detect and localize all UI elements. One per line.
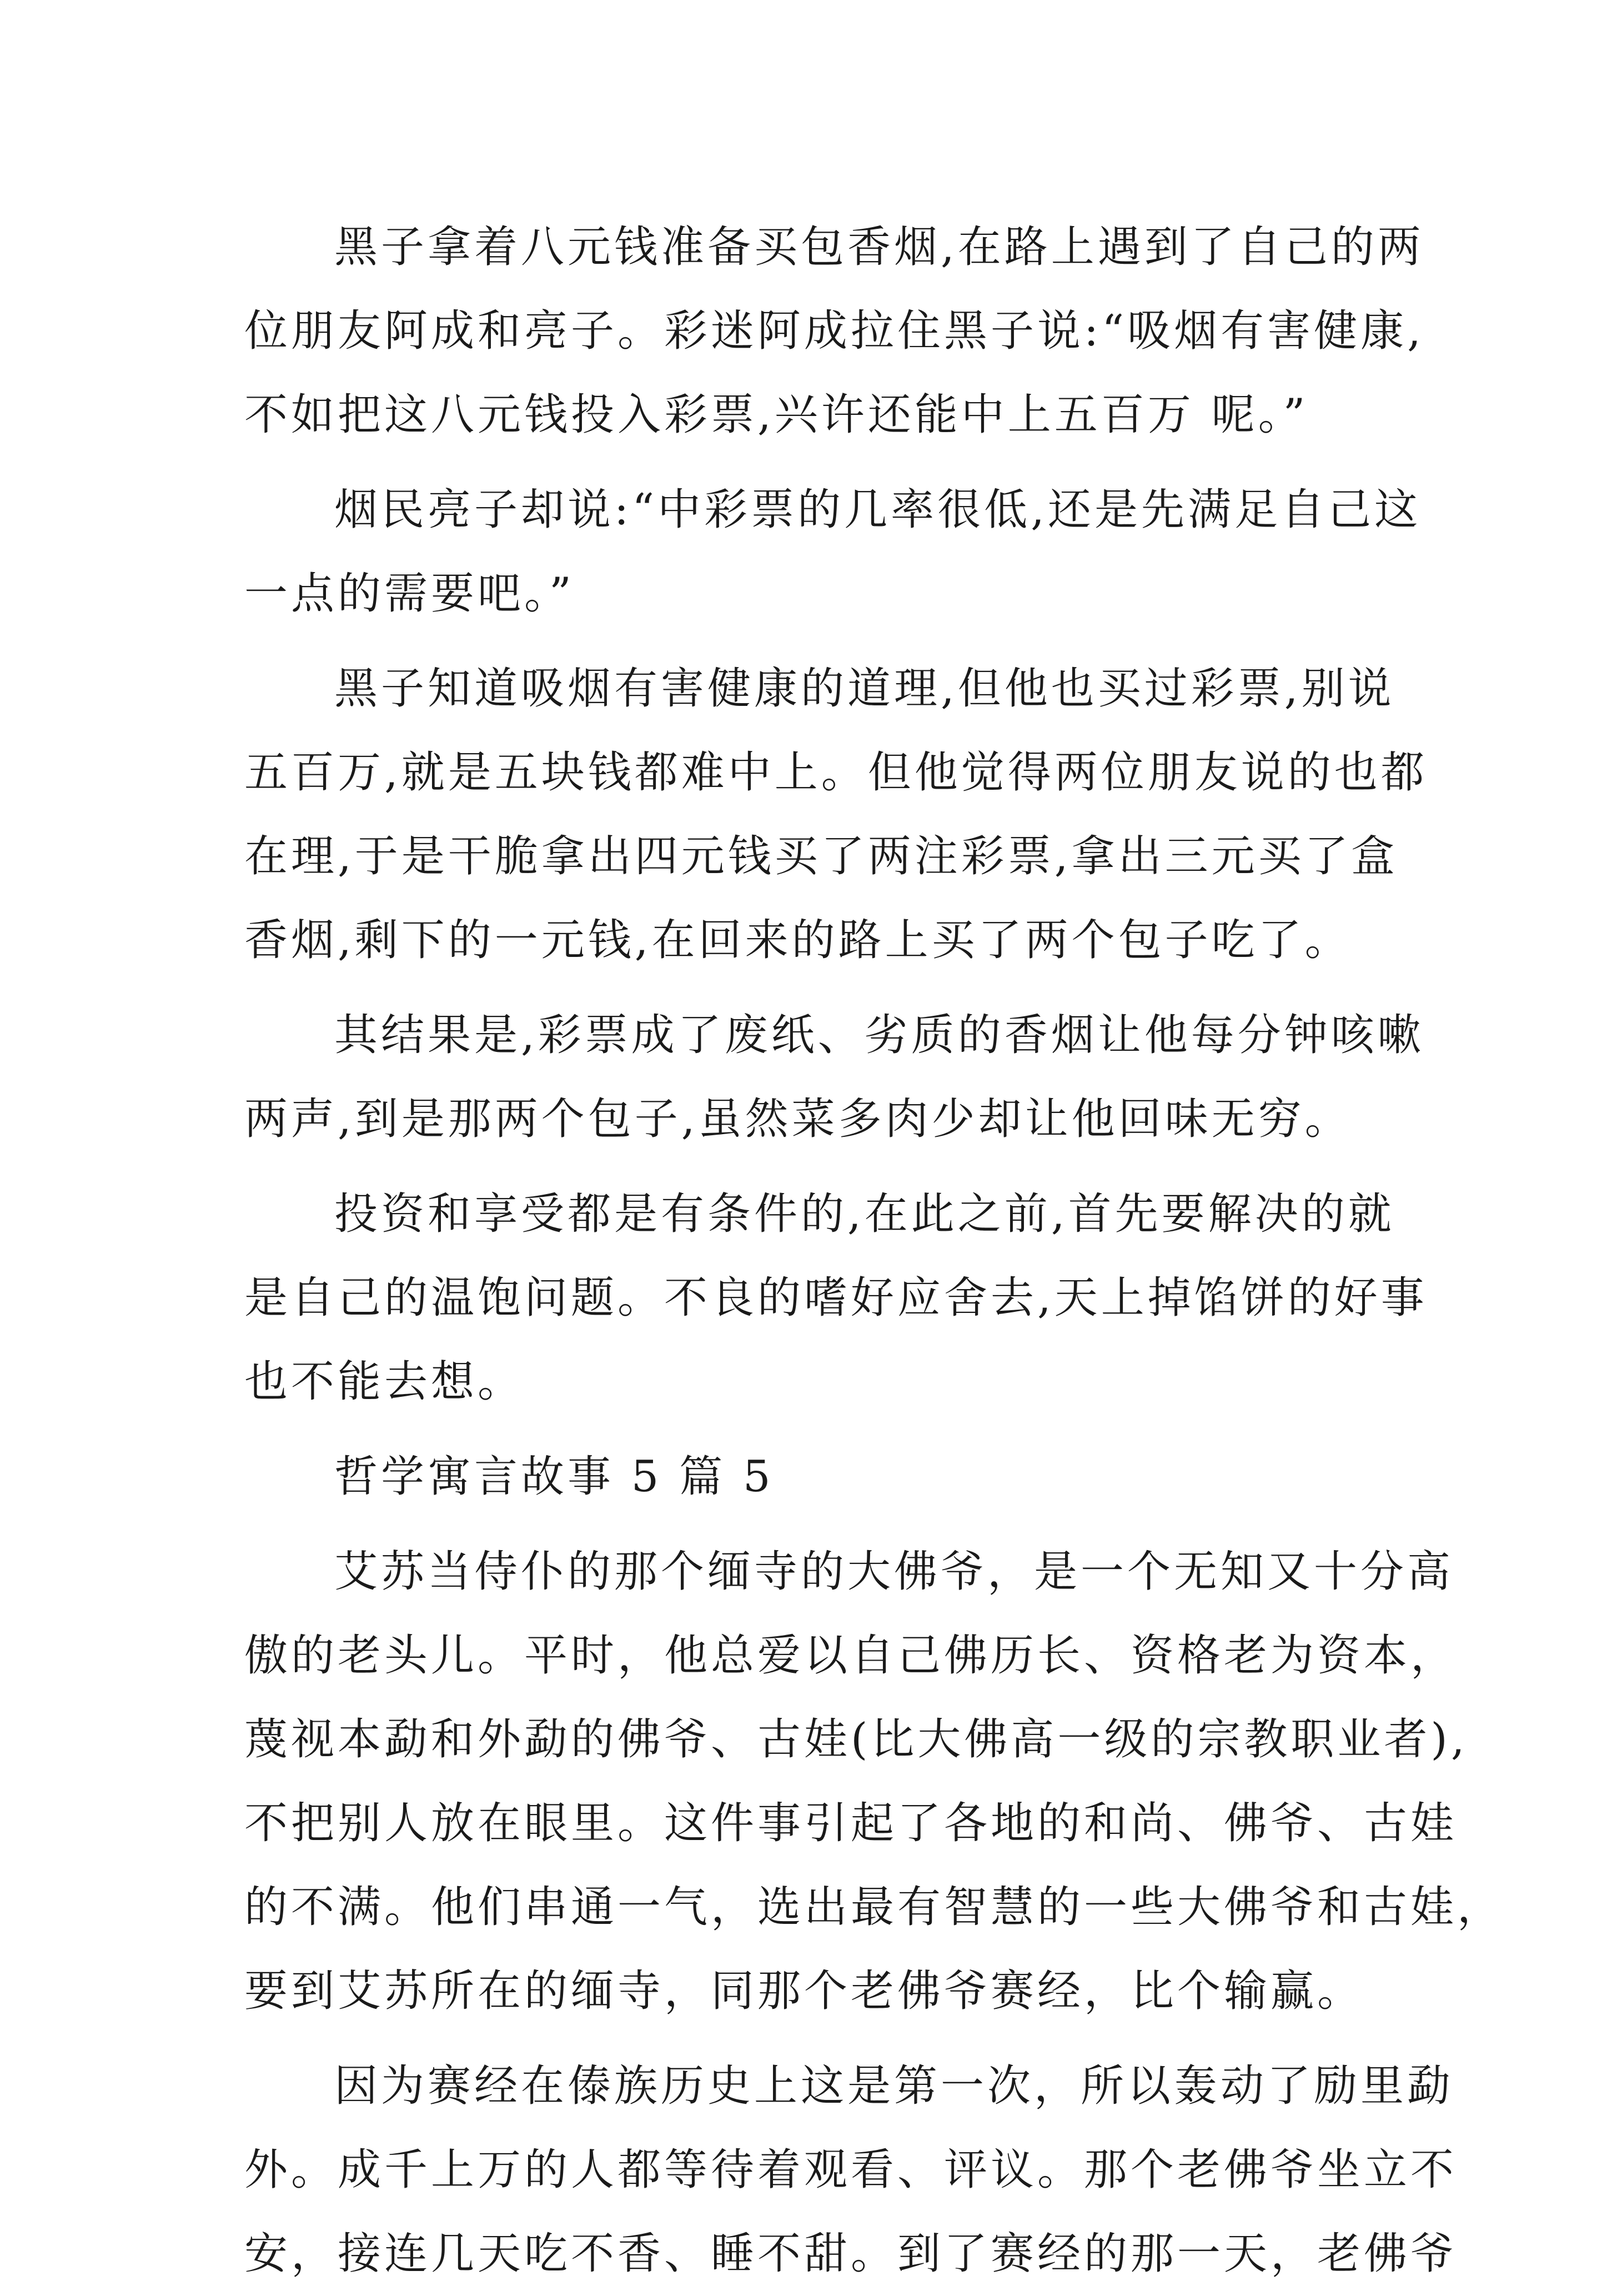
text-line: 外。成千上万的人都等待着观看、评议。那个老佛爷坐立不 xyxy=(244,2145,1458,2195)
section-heading xyxy=(244,1435,1377,1519)
paragraph-6 xyxy=(244,1530,1504,2033)
paragraph-5 xyxy=(244,1172,1428,1424)
paragraph-1 xyxy=(244,205,1424,457)
text-line: 位朋友阿成和亮子。彩迷阿成拉住黑子说:“吸烟有害健康, xyxy=(244,306,1424,356)
text-line: 是自己的温饱问题。不良的嗜好应舍去,天上掉馅饼的好事 xyxy=(244,1273,1428,1323)
document-body xyxy=(244,205,1504,2296)
paragraph-2 xyxy=(244,468,1421,636)
text-line: 香烟,剩下的一元钱,在回来的路上买了两个包子吃了。 xyxy=(244,915,1352,965)
text-line: 要到艾苏所在的缅寺，同那个老佛爷赛经，比个输赢。 xyxy=(244,1966,1364,2016)
paragraph-3 xyxy=(244,647,1428,982)
text-line: 不把别人放在眼里。这件事引起了各地的和尚、佛爷、古娃 xyxy=(244,1798,1458,1848)
section-title: 哲学寓言故事 5 篇 5 xyxy=(334,1452,774,1502)
text-line: 的不满。他们串通一气，选出最有智慧的一些大佛爷和古娃， xyxy=(244,1882,1504,1932)
text-line: 一点的需要吧。” xyxy=(244,569,575,619)
paragraph-4 xyxy=(244,994,1424,1161)
text-line: 投资和享受都是有条件的,在此之前,首先要解决的就 xyxy=(334,1189,1395,1239)
text-line: 两声,到是那两个包子,虽然菜多肉少却让他回味无穷。 xyxy=(244,1094,1352,1144)
text-line: 安，接连几天吃不香、睡不甜。到了赛经的那一天，老佛爷 xyxy=(244,2229,1458,2279)
text-line: 黑子知道吸烟有害健康的道理,但他也买过彩票,别说 xyxy=(334,664,1395,714)
text-line: 因为赛经在傣族历史上这是第一次，所以轰动了励里勐 xyxy=(334,2061,1454,2111)
text-line: 五百万,就是五块钱都难中上。但他觉得两位朋友说的也都 xyxy=(244,748,1428,798)
text-line: 艾苏当侍仆的那个缅寺的大佛爷，是一个无知又十分高 xyxy=(334,1547,1454,1597)
text-line: 蔑视本勐和外勐的佛爷、古娃(比大佛高一级的宗教职业者), xyxy=(244,1715,1468,1764)
text-line: 不如把这八元钱投入彩票,兴许还能中上五百万 呢。” xyxy=(244,390,1309,440)
text-line: 在理,于是干脆拿出四元钱买了两注彩票,拿出三元买了盒 xyxy=(244,831,1398,881)
paragraph-7 xyxy=(244,2044,1458,2296)
text-line: 烟民亮子却说:“中彩票的几率很低,还是先满足自己这 xyxy=(334,485,1421,535)
text-line: 黑子拿着八元钱准备买包香烟,在路上遇到了自己的两 xyxy=(334,222,1424,272)
text-line: 傲的老头儿。平时，他总爱以自己佛历长、资格老为资本， xyxy=(244,1631,1458,1681)
text-line: 也不能去想。 xyxy=(244,1357,525,1407)
text-line: 其结果是,彩票成了废纸、劣质的香烟让他每分钟咳嗽 xyxy=(334,1010,1424,1060)
